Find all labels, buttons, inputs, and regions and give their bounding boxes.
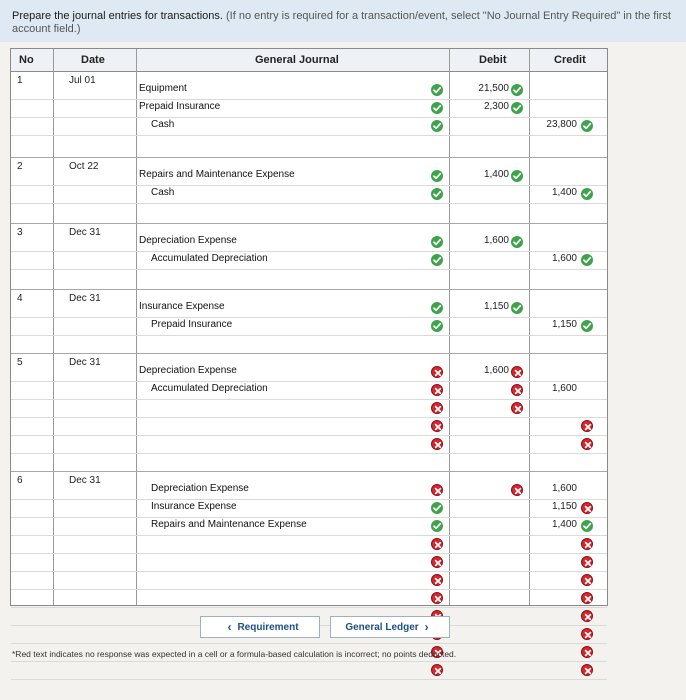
instructions-text: Prepare the journal entries for transactions. bbox=[12, 10, 223, 22]
account-field[interactable]: Accumulated Depreciation bbox=[151, 253, 268, 264]
row-gridline bbox=[11, 661, 607, 662]
entry-date[interactable]: Dec 31 bbox=[69, 227, 101, 238]
entry-date[interactable]: Dec 31 bbox=[69, 293, 101, 304]
account-field[interactable]: Repairs and Maintenance Expense bbox=[151, 519, 307, 530]
x-icon bbox=[581, 438, 593, 450]
x-icon bbox=[581, 556, 593, 568]
account-field[interactable]: Cash bbox=[151, 119, 175, 130]
x-icon bbox=[581, 610, 593, 622]
check-icon bbox=[581, 120, 593, 132]
debit-field[interactable]: 2,300 bbox=[483, 101, 509, 112]
check-icon bbox=[431, 302, 443, 314]
check-icon bbox=[581, 254, 593, 266]
debit-field[interactable]: 1,400 bbox=[483, 169, 509, 180]
journal-header bbox=[11, 49, 607, 72]
debit-field[interactable]: 21,500 bbox=[478, 83, 509, 94]
prev-button-label: Requirement bbox=[237, 621, 299, 633]
x-icon bbox=[431, 538, 443, 550]
check-icon bbox=[431, 84, 443, 96]
account-field[interactable]: Insurance Expense bbox=[139, 301, 225, 312]
x-icon bbox=[511, 366, 523, 378]
x-icon bbox=[511, 402, 523, 414]
check-icon bbox=[581, 520, 593, 532]
x-icon bbox=[431, 664, 443, 676]
entry-number: 6 bbox=[17, 475, 23, 486]
account-field[interactable]: Depreciation Expense bbox=[151, 483, 249, 494]
credit-field[interactable]: 1,600 bbox=[551, 483, 577, 494]
row-gridline bbox=[11, 499, 607, 500]
x-icon bbox=[581, 592, 593, 604]
row-gridline bbox=[11, 643, 607, 644]
debit-field[interactable]: 1,600 bbox=[483, 235, 509, 246]
entry-date[interactable]: Oct 22 bbox=[69, 161, 99, 172]
account-field[interactable]: Accumulated Depreciation bbox=[151, 383, 268, 394]
entry-date[interactable]: Dec 31 bbox=[69, 475, 101, 486]
x-icon bbox=[431, 556, 443, 568]
header-debit: Debit bbox=[479, 54, 507, 66]
row-gridline bbox=[11, 517, 607, 518]
x-icon bbox=[581, 664, 593, 676]
entry-number: 2 bbox=[17, 161, 23, 172]
general-ledger-next-button[interactable] bbox=[330, 616, 450, 638]
row-gridline bbox=[11, 679, 607, 680]
credit-field[interactable]: 1,150 bbox=[551, 501, 577, 512]
account-field[interactable]: Prepaid Insurance bbox=[139, 101, 221, 112]
entry-number: 5 bbox=[17, 357, 23, 368]
x-icon bbox=[581, 420, 593, 432]
row-gridline bbox=[11, 135, 607, 136]
col-divider bbox=[53, 49, 54, 605]
check-icon bbox=[431, 320, 443, 332]
check-icon bbox=[431, 120, 443, 132]
check-icon bbox=[431, 236, 443, 248]
check-icon bbox=[431, 520, 443, 532]
row-gridline bbox=[11, 453, 607, 454]
row-gridline bbox=[11, 117, 607, 118]
account-field[interactable]: Prepaid Insurance bbox=[151, 319, 233, 330]
credit-field[interactable]: 1,400 bbox=[551, 519, 577, 530]
check-icon bbox=[511, 170, 523, 182]
entry-number: 3 bbox=[17, 227, 23, 238]
account-field[interactable]: Repairs and Maintenance Expense bbox=[139, 169, 295, 180]
entry-number: 4 bbox=[17, 293, 23, 304]
entry-number: 1 bbox=[17, 75, 23, 86]
x-icon bbox=[581, 502, 593, 514]
row-gridline bbox=[11, 251, 607, 252]
row-gridline bbox=[11, 607, 607, 608]
x-icon bbox=[431, 420, 443, 432]
header-general-journal: General Journal bbox=[255, 54, 339, 66]
row-gridline bbox=[11, 535, 607, 536]
account-field[interactable]: Depreciation Expense bbox=[139, 235, 237, 246]
x-icon bbox=[431, 384, 443, 396]
row-gridline bbox=[11, 335, 607, 336]
header-date: Date bbox=[81, 54, 105, 66]
check-icon bbox=[511, 236, 523, 248]
x-icon bbox=[581, 538, 593, 550]
row-gridline bbox=[11, 203, 607, 204]
entry-separator bbox=[11, 353, 607, 354]
col-divider bbox=[136, 49, 137, 605]
check-icon bbox=[581, 320, 593, 332]
debit-field[interactable]: 1,150 bbox=[483, 301, 509, 312]
credit-field[interactable]: 23,800 bbox=[546, 119, 577, 130]
row-gridline bbox=[11, 99, 607, 100]
entry-separator bbox=[11, 289, 607, 290]
entry-separator bbox=[11, 157, 607, 158]
credit-field[interactable]: 1,400 bbox=[551, 187, 577, 198]
check-icon bbox=[511, 302, 523, 314]
chevron-left-icon: ‹ bbox=[227, 620, 232, 634]
check-icon bbox=[431, 502, 443, 514]
x-icon bbox=[581, 574, 593, 586]
debit-field[interactable]: 1,600 bbox=[483, 365, 509, 376]
entry-separator bbox=[11, 223, 607, 224]
account-field[interactable]: Equipment bbox=[139, 83, 187, 94]
check-icon bbox=[431, 188, 443, 200]
row-gridline bbox=[11, 571, 607, 572]
check-icon bbox=[511, 102, 523, 114]
entry-separator bbox=[11, 471, 607, 472]
credit-field[interactable]: 1,150 bbox=[551, 319, 577, 330]
footnote: *Red text indicates no response was expected in a cell or a formula-based calculation is incorrect; no points deducted. bbox=[12, 649, 457, 659]
header-no: No bbox=[19, 54, 34, 66]
chevron-right-icon: › bbox=[424, 620, 429, 634]
journal-table bbox=[10, 48, 608, 606]
check-icon bbox=[431, 170, 443, 182]
header-credit: Credit bbox=[554, 54, 586, 66]
x-icon bbox=[431, 402, 443, 414]
account-field[interactable]: Insurance Expense bbox=[151, 501, 237, 512]
row-gridline bbox=[11, 381, 607, 382]
check-icon bbox=[431, 102, 443, 114]
row-gridline bbox=[11, 553, 607, 554]
x-icon bbox=[431, 366, 443, 378]
requirement-prev-button[interactable] bbox=[200, 616, 320, 638]
check-icon bbox=[581, 188, 593, 200]
account-field[interactable]: Depreciation Expense bbox=[139, 365, 237, 376]
x-icon bbox=[431, 574, 443, 586]
x-icon bbox=[431, 484, 443, 496]
row-gridline bbox=[11, 269, 607, 270]
x-icon bbox=[581, 646, 593, 658]
row-gridline bbox=[11, 317, 607, 318]
x-icon bbox=[431, 438, 443, 450]
instructions-note: (If no entry is required for a transaction/event, select "No Journal Entry Required" in the first account field.) bbox=[12, 10, 671, 35]
instructions-banner bbox=[0, 0, 686, 42]
next-button-label: General Ledger bbox=[345, 621, 419, 633]
entry-date[interactable]: Dec 31 bbox=[69, 357, 101, 368]
x-icon bbox=[431, 592, 443, 604]
col-divider bbox=[449, 49, 450, 605]
check-icon bbox=[511, 84, 523, 96]
credit-field[interactable]: 1,600 bbox=[551, 383, 577, 394]
check-icon bbox=[431, 254, 443, 266]
row-gridline bbox=[11, 435, 607, 436]
entry-date[interactable]: Jul 01 bbox=[69, 75, 96, 86]
row-gridline bbox=[11, 185, 607, 186]
x-icon bbox=[581, 628, 593, 640]
row-gridline bbox=[11, 399, 607, 400]
credit-field[interactable]: 1,600 bbox=[551, 253, 577, 264]
row-gridline bbox=[11, 589, 607, 590]
row-gridline bbox=[11, 417, 607, 418]
account-field[interactable]: Cash bbox=[151, 187, 175, 198]
